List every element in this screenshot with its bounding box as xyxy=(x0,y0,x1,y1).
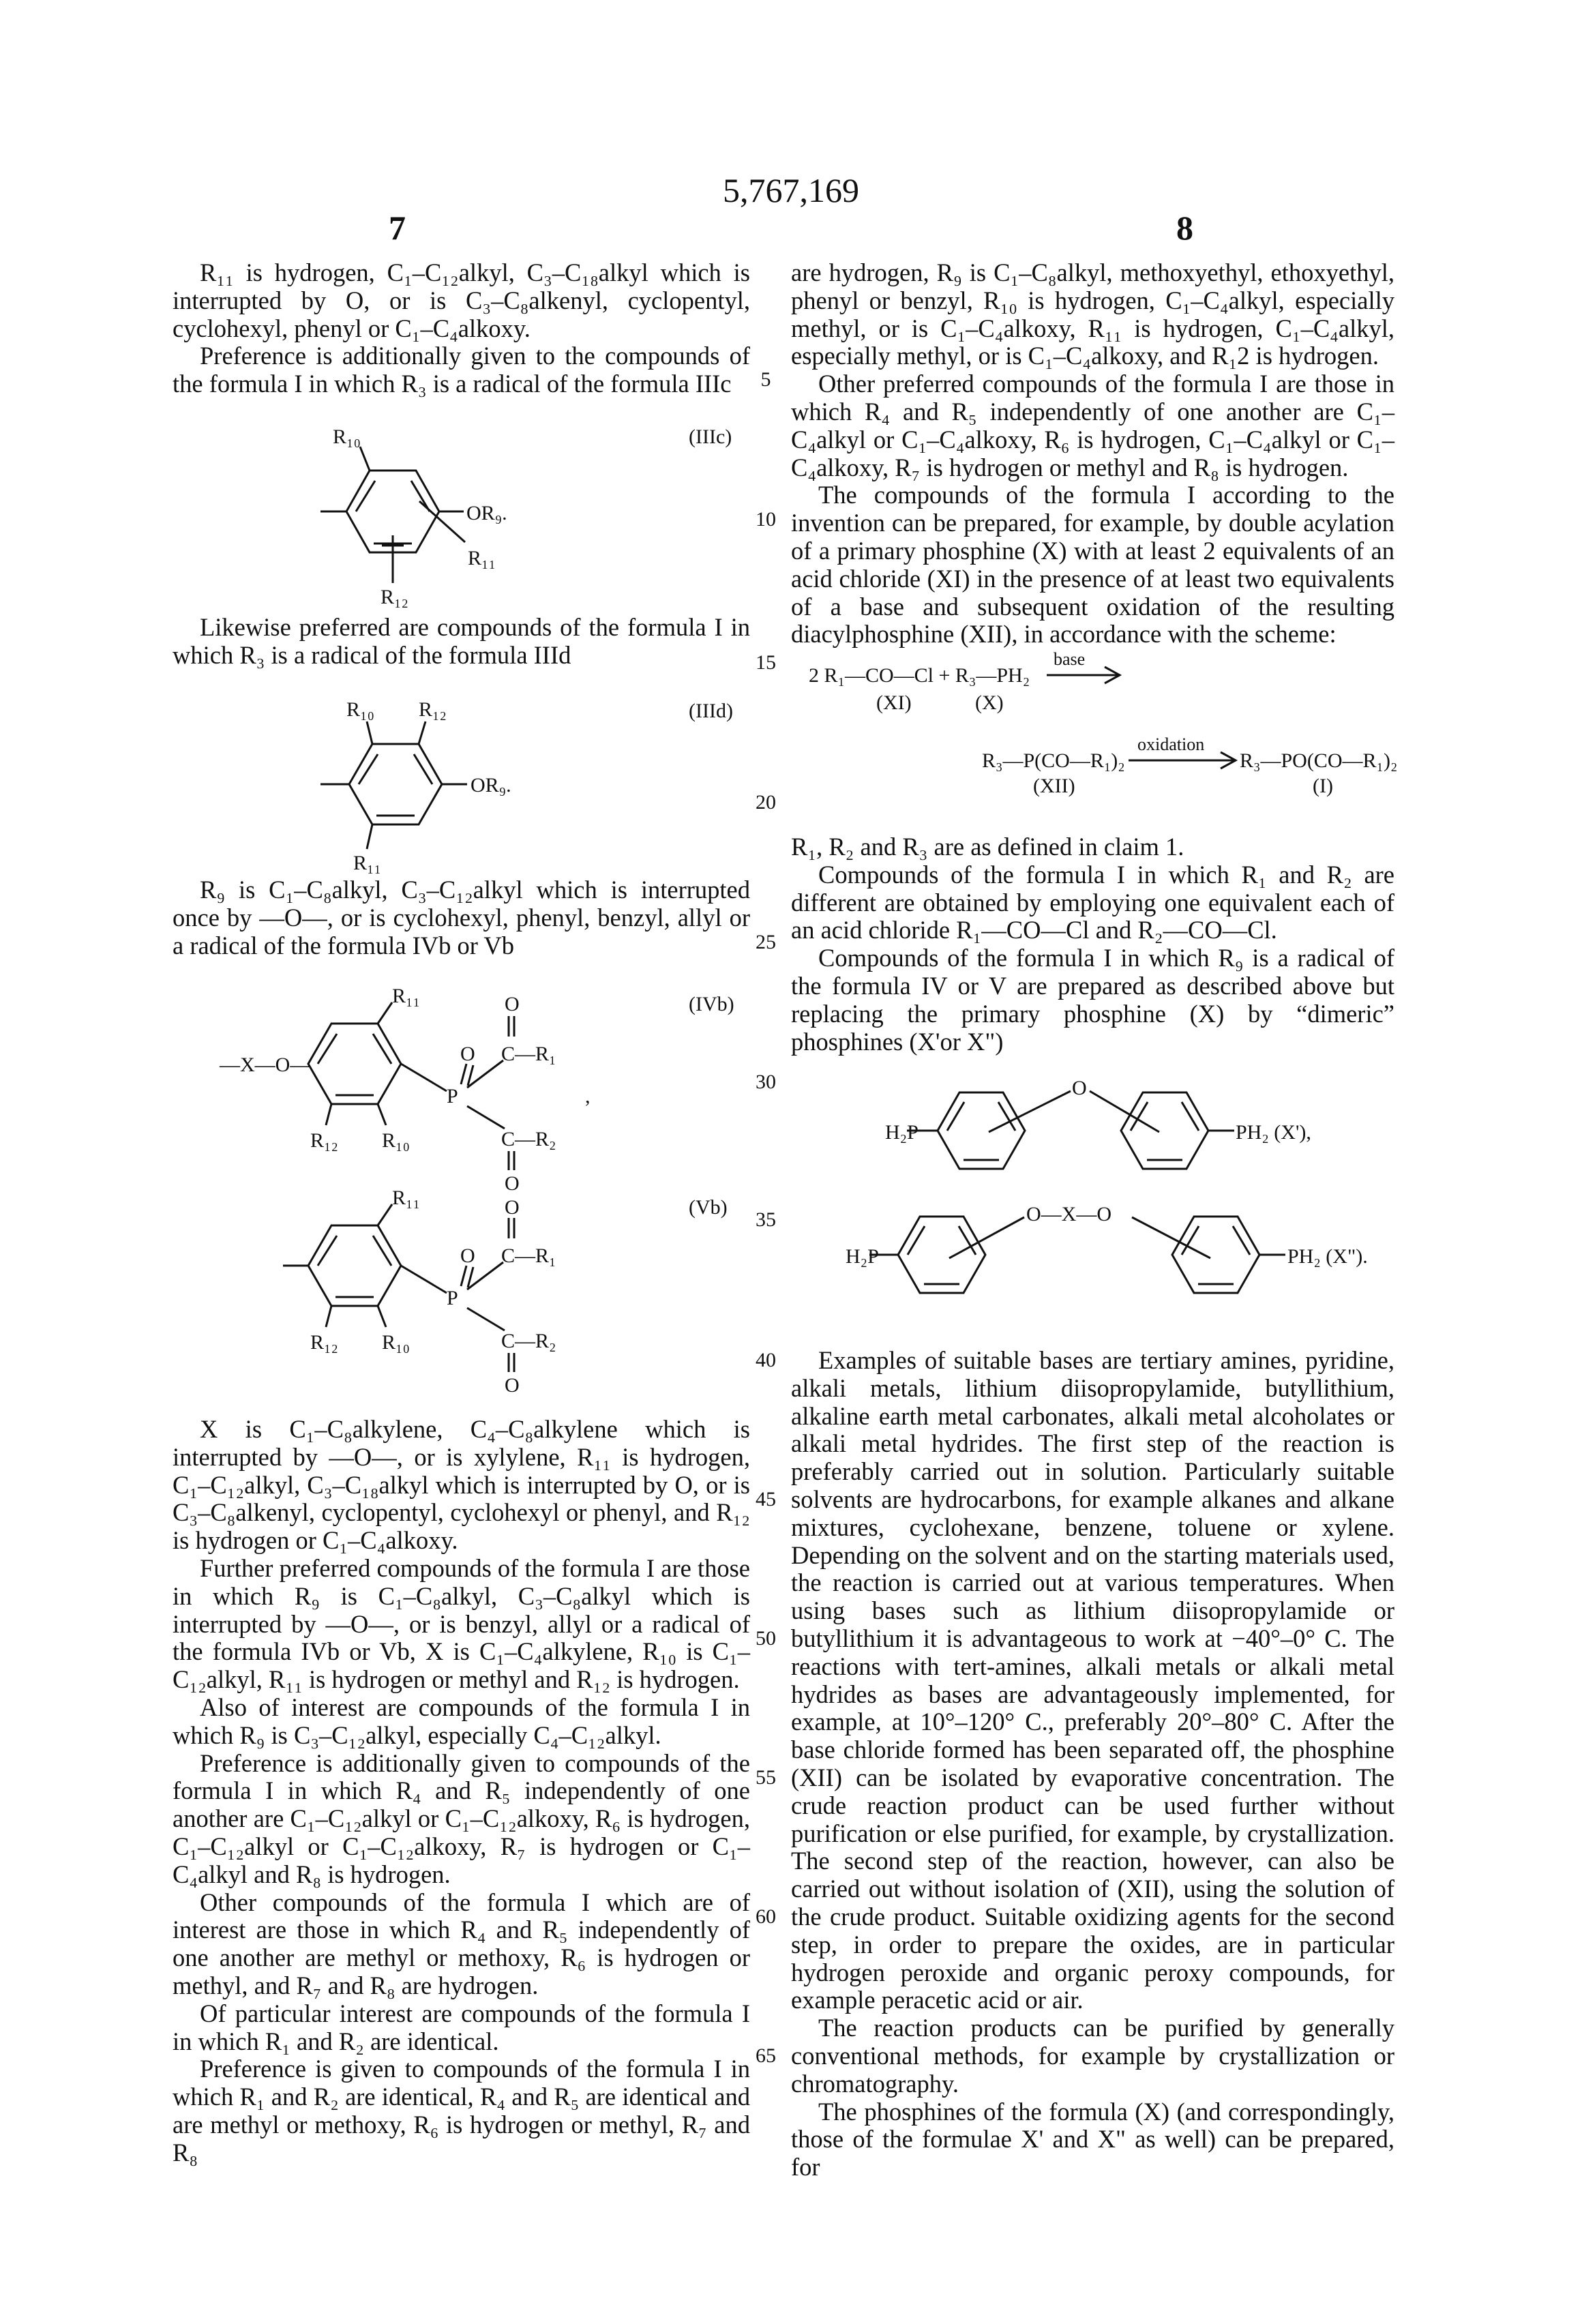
label-c-r2: C—R₂ xyxy=(501,1330,556,1352)
paragraph: Also of interest are compounds of the formula I in which R₉ is C₃–C₁₂alkyl, especially C₄–C₁₂alkyl. xyxy=(173,1694,750,1750)
label-r10: R₁₀ xyxy=(382,1331,410,1354)
paragraph: The compounds of the formula I according to the invention can be prepared, for example, by double acylation of a primary phosphine (X) with at least 2 equivalents of an acid chloride (XI) in the presence of at least two equivalents of a base and subsequent oxidation of the resulting diacylphosphine (XII), in accordance with the scheme: xyxy=(791,481,1394,649)
label-i: (I) xyxy=(1313,775,1333,797)
line-number: 10 xyxy=(749,508,783,531)
label-comma: , xyxy=(585,1085,591,1107)
line-number: 65 xyxy=(749,2044,783,2068)
label-o-top: O xyxy=(505,993,520,1015)
scheme-base-label: base xyxy=(1054,649,1085,669)
line-number: 55 xyxy=(749,1766,783,1789)
label-r12: R₁₂ xyxy=(419,698,447,721)
benzene-ring xyxy=(1121,1092,1208,1169)
label-xi: (XI) xyxy=(876,691,912,714)
label-o-bottom: O xyxy=(505,1172,520,1195)
paragraph: R₉ is C₁–C₈alkyl, C₃–C₁₂alkyl which is interrupted once by —O—, or is cyclohexyl, phenyl, benzyl, allyl or a radical of the formula IVb or Vb xyxy=(173,876,750,959)
formula-tag: (IVb) xyxy=(689,993,734,1015)
line-number: 30 xyxy=(749,1071,783,1094)
chemical-structures xyxy=(0,0,1582,2324)
label-r11: R₁₁ xyxy=(353,852,381,874)
line-number: 25 xyxy=(749,931,783,954)
label-c-r1: C—R₁ xyxy=(501,1043,556,1065)
label-r11: R₁₁ xyxy=(392,985,420,1007)
paragraph: R₁₁ is hydrogen, C₁–C₁₂alkyl, C₃–C₁₈alkyl which is interrupted by O, or is C₃–C₈alkenyl, cyclopentyl, cyclohexyl, phenyl or C₁–C₄alkoxy. xyxy=(173,259,750,342)
formula-iiic xyxy=(320,426,732,608)
label-p: P xyxy=(447,1085,458,1107)
label-or9: OR₉. xyxy=(471,774,511,796)
label-x: (X) xyxy=(975,691,1004,714)
line-number: 45 xyxy=(749,1488,783,1511)
paragraph: Other compounds of the formula I which are of interest are those in which R₄ and R₅ independently of one another are methyl or methoxy, R₆ is hydrogen or methyl, and R₇ and R₈ are hydrogen. xyxy=(173,1889,750,2000)
paragraph: Further preferred compounds of the formula I are those in which R₉ is C₁–C₈alkyl, C₃–C₈alkyl which is interrupted by —O—, or is benzyl, allyl or a radical of the formula IVb or Vb, X is C₁–C₄alkylene, R₁₀ is C₁–C₁₂alkyl, R₁₁ is hydrogen or methyl and R₁₂ is hydrogen. xyxy=(173,1555,750,1694)
paragraph: Preference is additionally given to the compounds of the formula I in which R₃ is a radical of the formula IIIc xyxy=(173,342,750,398)
paragraph: R₁, R₂ and R₃ are as defined in claim 1. xyxy=(791,833,1394,861)
patent-number: 5,767,169 xyxy=(0,170,1582,210)
label-r12: R₁₂ xyxy=(310,1331,338,1354)
label-xii: (XII) xyxy=(1033,775,1075,797)
line-number: 5 xyxy=(749,368,783,391)
scheme-step2-product: R₃—PO(CO—R₁)₂ xyxy=(1240,749,1397,772)
line-number: 35 xyxy=(749,1208,783,1232)
paragraph: The reaction products can be purified by generally conventional methods, for example by crystallization or chromatography. xyxy=(791,2014,1394,2098)
label-ph2: PH₂ (X'), xyxy=(1236,1121,1311,1144)
line-number: 20 xyxy=(749,791,783,814)
formula-tag: (IIIc) xyxy=(689,426,732,448)
right-column-page-number: 8 xyxy=(1176,208,1193,248)
line-number: 50 xyxy=(749,1627,783,1650)
label-o: O xyxy=(1072,1077,1087,1099)
label-o-x-o: O—X—O xyxy=(1026,1203,1111,1225)
benzene-ring xyxy=(898,1217,985,1293)
benzene-ring xyxy=(1172,1217,1259,1293)
benzene-ring xyxy=(308,1225,401,1306)
label-c-r1: C—R₁ xyxy=(501,1245,556,1267)
paragraph: are hydrogen, R₉ is C₁–C₈alkyl, methoxyethyl, ethoxyethyl, phenyl or benzyl, R₁₀ is hydrogen, C₁–C₄alkyl, especially methyl, or is C₁–C₄alkoxy, R₁₁ is hydrogen, C₁–C₄alkyl, especially methyl, or is C₁–C₄alkoxy, and R₁2 is hydrogen. xyxy=(791,259,1394,370)
left-column-page-number: 7 xyxy=(389,208,406,248)
paragraph: Preference is additionally given to compounds of the formula I in which R₄ and R₅ independently of one another are C₁–C₁₂alkyl or C₁–C₁₂alkoxy, R₆ is hydrogen, C₁–C₁₂alkyl or C₁–C₁₂alkoxy, R₇ is hydrogen or C₁–C₄alkyl and R₈ is hydrogen. xyxy=(173,1750,750,1889)
formula-vb xyxy=(283,1187,728,1397)
formula-x-prime xyxy=(885,1077,1311,1169)
label-r12: R₁₂ xyxy=(310,1129,338,1152)
label-h2p: H₂P xyxy=(885,1121,919,1144)
label-r10: R₁₀ xyxy=(346,698,374,721)
formula-tag: (IIId) xyxy=(689,700,733,722)
paragraph: Compounds of the formula I in which R₁ and R₂ are different are obtained by employing one equivalent each of an acid chloride R₁—CO—Cl and R₂—CO—Cl. xyxy=(791,861,1394,944)
label-o-p: O xyxy=(460,1245,475,1267)
line-number: 60 xyxy=(749,1905,783,1928)
line-number: 40 xyxy=(749,1349,783,1372)
label-ph2: PH₂ (X"). xyxy=(1287,1245,1368,1268)
formula-iiid xyxy=(320,698,733,874)
benzene-ring xyxy=(308,1024,401,1104)
line-number: 15 xyxy=(749,651,783,674)
formula-ivb xyxy=(219,985,734,1195)
label-p: P xyxy=(447,1287,458,1309)
paragraph: X is C₁–C₈alkylene, C₄–C₈alkylene which is interrupted by —O—, or is xylylene, R₁₁ is hydrogen, C₁–C₁₂alkyl, C₃–C₁₈alkyl which is interrupted by O, or is C₃–C₈alkenyl, cyclopentyl, cyclohexyl or phenyl, and R₁₂ is hydrogen or C₁–C₄alkoxy. xyxy=(173,1416,750,1555)
paragraph: Of particular interest are compounds of the formula I in which R₁ and R₂ are identical. xyxy=(173,2000,750,2056)
formula-tag: (Vb) xyxy=(689,1196,728,1219)
benzene-ring xyxy=(349,744,442,824)
reaction-scheme xyxy=(809,649,1397,797)
scheme-oxidation-label: oxidation xyxy=(1137,734,1204,754)
paragraph: The phosphines of the formula (X) (and correspondingly, those of the formulae X' and X" as well) can be prepared, for xyxy=(791,2098,1394,2181)
scheme-step2-intermediate: R₃—P(CO—R₁)₂ xyxy=(982,749,1125,772)
paragraph: Other preferred compounds of the formula I are those in which R₄ and R₅ independently of one another are C₁–C₄alkyl or C₁–C₄alkoxy, R₆ is hydrogen, C₁–C₄alkyl or C₁–C₄alkoxy, R₇ is hydrogen or methyl and R₈ is hydrogen. xyxy=(791,370,1394,481)
label-r10: R₁₀ xyxy=(333,426,361,448)
label-r10: R₁₀ xyxy=(382,1129,410,1152)
label-o-bottom: O xyxy=(505,1374,520,1397)
label-o-p: O xyxy=(460,1043,475,1065)
label-x-o: —X—O— xyxy=(219,1054,311,1076)
paragraph: Likewise preferred are compounds of the formula I in which R₃ is a radical of the formula IIId xyxy=(173,614,750,670)
label-r12: R₁₂ xyxy=(380,586,408,608)
formula-x-double-prime xyxy=(846,1203,1368,1293)
label-r11: R₁₁ xyxy=(468,547,496,569)
paragraph: Compounds of the formula I in which R₉ is a radical of the formula IV or V are prepared as described above but replacing the primary phosphine (X) by “dimeric” phosphines (X'or X") xyxy=(791,944,1394,1056)
benzene-ring xyxy=(938,1092,1025,1169)
label-r11: R₁₁ xyxy=(392,1187,420,1209)
scheme-step1-reactants: 2 R₁—CO—Cl + R₃—PH₂ xyxy=(809,664,1030,687)
paragraph: Examples of suitable bases are tertiary amines, pyridine, alkali metals, lithium diisopropylamide, butyllithium, alkaline earth metal carbonates, alkali metal alcoholates or alkali metal hydrides. The first step of the reaction is preferably carried out in solution. Particularly suitable solvents are hydrocarbons, for example alkanes and alkane mixtures, cyclohexane, benzene, toluene or xylene. Depending on the solvent and on the starting materials used, the reaction is carried out at various temperatures. When using bases such as lithium diisopropylamide or butyllithium it is advantageous to work at −40°–0° C. The reactions with tert-amines, alkali metals or alkali metal hydrides as bases are advantageously implemented, for example, at 10°–120° C., preferably 20°–80° C. After the base chloride formed has been separated off, the phosphine (XII) can be isolated by evaporative concentration. The crude reaction product can be used further without purification or else purified, for example, by crystallization. The second step of the reaction, however, can also be carried out without isolation of (XII), using the solution of the crude product. Suitable oxidizing agents for the second step, in order to prepare the oxides, are in particular hydrogen peroxide and organic peroxy compounds, for example peracetic acid or air. xyxy=(791,1347,1394,2014)
label-or9: OR₉. xyxy=(466,502,507,524)
paragraph: Preference is given to compounds of the formula I in which R₁ and R₂ are identical, R₄ and R₅ are identical and are methyl or methoxy, R₆ is hydrogen or methyl, R₇ and R₈ xyxy=(173,2055,750,2166)
label-o-top: O xyxy=(505,1196,520,1219)
label-c-r2: C—R₂ xyxy=(501,1128,556,1150)
label-h2p: H₂P xyxy=(846,1245,879,1268)
